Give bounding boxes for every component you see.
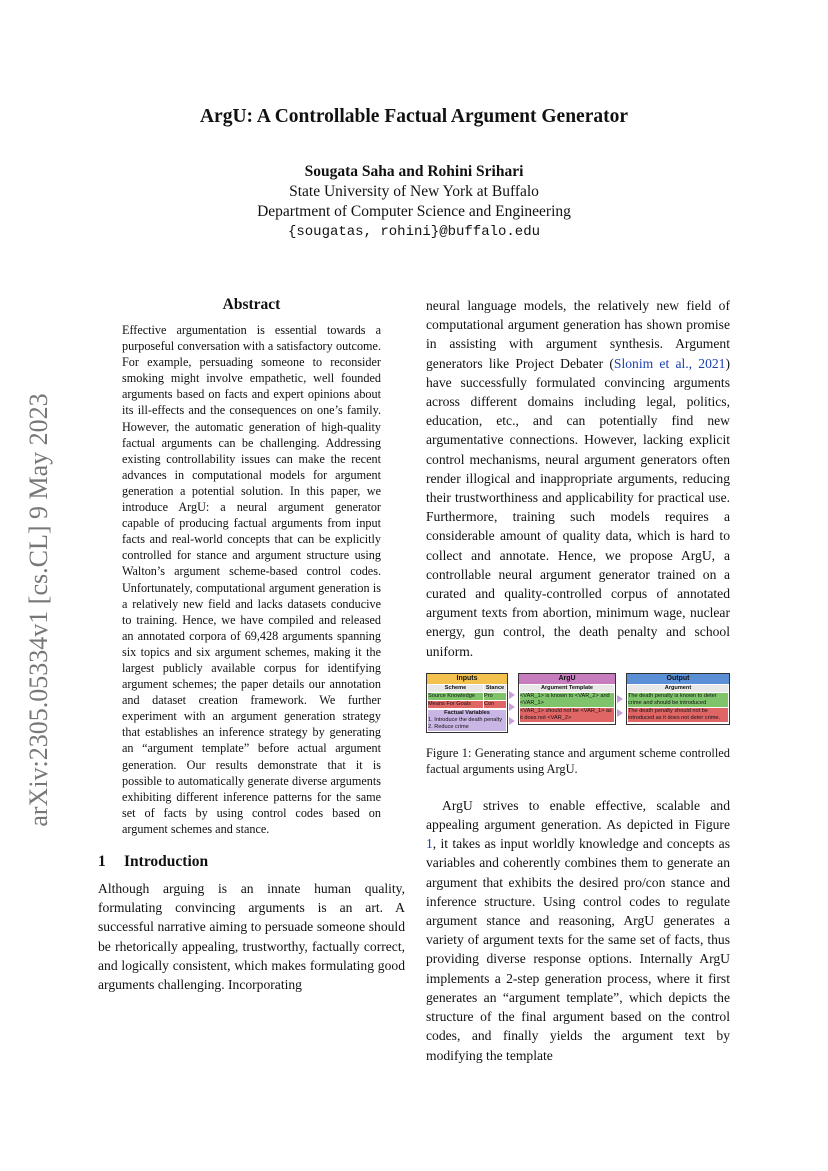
author-email: {sougatas, rohini}@buffalo.edu xyxy=(287,224,541,240)
arrow-right-icon xyxy=(617,709,623,717)
figure-caption: Figure 1: Generating stance and argument scheme controlled factual arguments using ArgU. xyxy=(426,745,730,777)
template-pro: <VAR_1> is known to <VAR_2> and <VAR_1> xyxy=(520,693,614,707)
affiliation-department: Department of Computer Science and Engineering xyxy=(257,203,571,220)
intro-paragraph-right: neural language models, the relatively new field of computational argument generation has shown promise in assisting with argument synthesis. Argument generators like Project Debater (Slonim et al., 2021) have successfully formulated convincing arguments across different domains including legal, politics, education, etc., and can potentially find new argumentative connections. However, lacking explicit control mechanisms, neural argument generators often render illogical and inappropriate arguments, reducing their trustworthiness and applicability for practical use. Furthermore, training such models requires a considerable amount of quality data, which is hard to collect and annotate. Hence, we propose ArgU, a controllable neural argument generator trained on a curated and quality-controlled corpus of annotated argument texts from abortion, minimum wage, nuclear energy, gun control, the death penalty and school uniform. xyxy=(426,298,730,659)
argument-template-header: Argument Template xyxy=(520,685,614,692)
paper-title: ArgU: A Controllable Factual Argument Generator xyxy=(199,106,629,127)
intro-paragraph-left: Although arguing is an innate human quality, formulating convincing arguments is an art. A successful narrative aiming to persuade someone should be rhetorically appealing, trustworthy, factually correct, and logically consistent, which makes formulating good arguments challenging. Incorporating xyxy=(98,881,405,993)
template-con: <VAR_1> should not be <VAR_1> as it does not <VAR_2> xyxy=(520,708,614,722)
arxiv-identifier: arXiv:2305.05334v1 [cs.CL] 9 May 2023 xyxy=(24,393,53,827)
argument-pro: The death penalty is known to deter crime and should be introduced xyxy=(628,693,728,707)
figure-reference-link[interactable]: 1 xyxy=(426,836,433,852)
section-number: 1 xyxy=(98,853,106,870)
factual-variable-2: 2. Reduce crime xyxy=(428,724,506,731)
factual-variable-1: 1. Introduce the death penalty xyxy=(428,717,506,724)
scheme-row-2: Means For Goals xyxy=(428,701,483,708)
inputs-box xyxy=(426,673,508,733)
section-heading-introduction xyxy=(98,853,405,871)
intro-paragraph-2: ArgU strives to enable effective, scalable and appealing argument generation. As depicted in Figure 1, it takes as input worldly knowledge and concepts as variables and coherently combines them to generate an argument that exhibits the desired pro/con stance and inference structure. Using control codes to regulate argument stance and reasoning, ArgU generates a variety of argument texts for the same set of facts, thus providing diverse response options. Internally ArgU implements a 2-step generation process, where it first generates an “argument template”, which depicts the structure of the final argument based on the control codes, and finally yields the argument text by modifying the template xyxy=(426,797,730,1063)
arrow-right-icon xyxy=(509,691,515,699)
output-title: Output xyxy=(627,674,729,684)
arrow-right-icon xyxy=(509,717,515,725)
stance-row-2: Con xyxy=(484,701,506,708)
affiliation-university: State University of New York at Buffalo xyxy=(289,183,539,200)
figure-1 xyxy=(426,673,730,733)
author-block xyxy=(0,162,828,242)
abstract-text: Effective argumentation is essential towards a purposeful conversation with a satisfactory outcome. For example, persuading someone to reconsider smoking might involve empathetic, well founded arguments based on facts and expert opinions about its ill-effects and the consequences on one’s family. However, the automatic generation of high-quality factual arguments can be challenging. Addressing existing controllability issues can make the recent advances in computational models for argument generation a potential solution. In this paper, we introduce ArgU: a neural argument generator capable of producing factual arguments from input facts and real-world concepts that can be explicitly controlled for stance and argument structure using Walton’s argument scheme-based control codes. Unfortunately, computational argument generation is a relatively new field and lacks datasets conducive to training. Hence, we have compiled and released an annotated corpora of 69,428 arguments spanning six topics and six argument schemes, making it the largest publicly available corpus for identifying argument schemes; the paper details our annotation and dataset creation framework. We further experiment with an argument generation strategy that establishes an inference strategy by generating an “argument template” before actual argument generation. Our results demonstrate that it is possible to automatically generate diverse arguments exhibiting different inference patterns for the same set of facts by using control codes based on argument schemes and stance. xyxy=(122,323,381,836)
abstract-heading: Abstract xyxy=(222,296,281,313)
author-names: Sougata Saha and Rohini Srihari xyxy=(304,163,524,180)
scheme-row-1: Source Knowledge xyxy=(428,693,483,700)
arxiv-sidebar xyxy=(24,360,54,860)
argument-header: Argument xyxy=(628,685,728,692)
citation-link[interactable]: Slonim et al., 2021 xyxy=(613,355,726,371)
arrow-right-icon xyxy=(617,695,623,703)
output-box xyxy=(626,673,730,725)
section-title: Introduction xyxy=(124,853,209,870)
argu-box xyxy=(518,673,616,725)
left-column xyxy=(98,296,405,994)
scheme-col-header: Scheme xyxy=(428,685,483,692)
right-column xyxy=(426,296,730,1065)
arrow-right-icon xyxy=(509,703,515,711)
factual-variables-header: Factual Variables xyxy=(428,710,506,717)
inputs-title: Inputs xyxy=(427,674,507,684)
stance-col-header: Stance xyxy=(485,684,505,691)
argument-con: The death penalty should not be introduced as it does not deter crime. xyxy=(628,708,728,722)
stance-row-1: Pro xyxy=(484,693,506,700)
argu-title: ArgU xyxy=(519,674,615,684)
